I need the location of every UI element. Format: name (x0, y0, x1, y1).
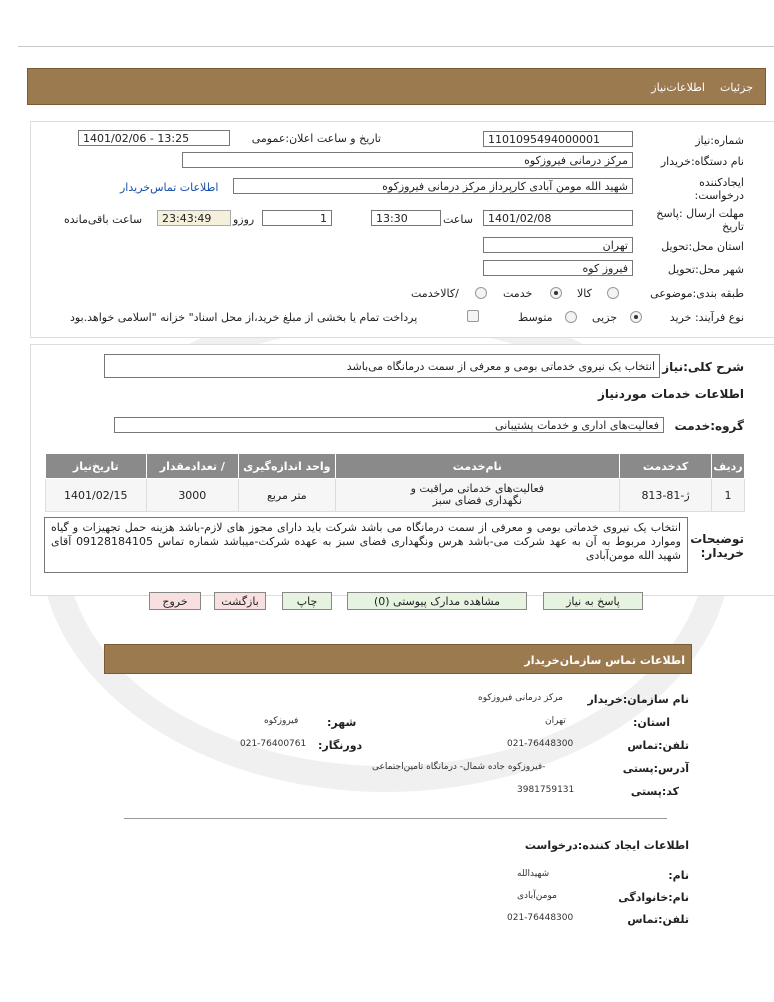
buyer-contact-link[interactable]: اطلاعات تماس‌خریدار (120, 181, 219, 194)
contact-fax-label: دورنگار: (318, 739, 363, 752)
tab-need-info[interactable]: اطلاعات‌نیاز (651, 81, 705, 94)
cell-name: فعالیت‌های خدماتی مراقبت و نگهداری فضای سبز (335, 479, 620, 512)
contact-title-bar (104, 644, 692, 674)
process-label: نوع فرآیند: خرید (669, 311, 744, 324)
contact-postal-label: کد:پستی (630, 785, 679, 798)
deadline-date-field: 1401/02/08 (483, 210, 633, 226)
contact-divider (124, 818, 667, 819)
reply-button[interactable]: پاسخ به نیاز (543, 592, 643, 610)
contact-title: اطلاعات تماس سازمان‌خریدار (524, 654, 685, 667)
cell-date: 1401/02/15 (46, 479, 147, 512)
days-label: روزو (233, 213, 255, 226)
contact-phone-label: تلفن:تماس (627, 739, 689, 752)
summary-field: انتخاب یک نیروی خدماتی بومی و معرفی از سمت درمانگاه می‌باشد (104, 354, 660, 378)
contact-fax: 021-76400761 (240, 739, 307, 749)
contact-province: تهران (545, 716, 566, 726)
category-service-label: خدمت (503, 287, 533, 300)
category-service-radio[interactable] (550, 287, 562, 299)
treasury-payment-note: پرداخت تمام یا بخشی از مبلغ خرید،از محل اسناد" خزانه "اسلامی خواهد.بود (70, 311, 418, 324)
category-label: طبقه بندی:موضوعی (650, 287, 744, 300)
province-field: تهران (483, 237, 633, 253)
category-both-label: /کالاخدمت (411, 287, 459, 300)
group-field: فعالیت‌های اداری و خدمات پشتیبانی (114, 417, 664, 433)
cell-code: ژ-81-813 (620, 479, 712, 512)
notes-field: انتخاب یک نیروی خدماتی بومی و معرفی از سمت درمانگاه می باشد شرکت باید دارای مجوز های لازم-باشد هزینه حمل تجهیزات و گیاه وموارد مربوط به آن به عهد شرکت می-باشد هرس ونگهداری فضای سبز به عهده شرکت-میباشد شماره تماس 09128184105 آقای شهید الله مومن‌آبادی (44, 517, 688, 573)
col-name: نام‌خدمت (335, 454, 620, 479)
creator-heading: اطلاعات ایجاد کننده:درخواست (524, 839, 689, 852)
notes-label: توضیحات خریدار: (690, 532, 744, 560)
table-header-row (46, 454, 745, 479)
treasury-payment-checkbox[interactable] (467, 310, 479, 322)
col-qty: / تعدادمقدار (146, 454, 239, 479)
tab-details[interactable]: جزئیات (720, 81, 753, 94)
deadline-time-field: 13:30 (371, 210, 441, 226)
announce-label: تاریخ و ساعت اعلان:عمومی (251, 132, 381, 145)
announce-field: 1401/02/06 - 13:25 (78, 130, 230, 146)
services-heading: اطلاعات خدمات موردنیاز (597, 387, 744, 401)
top-divider (18, 46, 774, 47)
print-button[interactable]: چاپ (282, 592, 332, 610)
creator-label: ایجادکننده درخواست: (694, 176, 744, 202)
process-medium-radio[interactable] (565, 311, 577, 323)
city-label: شهر محل:تحویل (667, 263, 744, 276)
cell-row: 1 (712, 479, 745, 512)
contact-city-label: شهر: (327, 716, 357, 729)
contact-phone: 021-76448300 (507, 739, 574, 749)
need-number-field: 1101095494000001 (483, 131, 633, 147)
creator-name: شهیدالله (517, 869, 550, 879)
contact-postal: 3981759131 (517, 785, 575, 795)
col-code: کدخدمت (620, 454, 712, 479)
attachments-button[interactable]: مشاهده مدارک پیوستی (0) (347, 592, 527, 610)
process-small-radio[interactable] (630, 311, 642, 323)
back-button[interactable]: بازگشت (214, 592, 266, 610)
contact-org-label: نام سازمان:خریدار (587, 693, 689, 706)
contact-province-label: استان: (633, 716, 670, 729)
creator-field: شهید الله مومن آبادی کارپرداز مرکز درمانی فیروزکوه (233, 178, 633, 194)
creator-name-label: نام: (668, 869, 689, 882)
exit-button[interactable]: خروج (149, 592, 201, 610)
contact-address: -فیروزکوه جاده شمال- درمانگاه تامین‌اجتماعی (372, 762, 546, 772)
col-row: ردیف (712, 454, 745, 479)
process-medium-label: متوسط (518, 311, 553, 324)
creator-family: مومن‌آبادی (517, 891, 557, 901)
buyer-field: مرکز درمانی فیروزکوه (182, 152, 633, 168)
creator-family-label: نام:خانوادگی (618, 891, 689, 904)
remaining-time: 23:43:49 (157, 210, 231, 226)
need-number-label: شماره:نیاز (695, 134, 744, 147)
contact-city: فیروزکوه (264, 716, 299, 726)
deadline-label: مهلت ارسال :پاسخ تاریخ (656, 207, 744, 233)
summary-label: شرح کلی:نیاز (662, 360, 744, 374)
col-unit: واحد اندازه‌گیری (239, 454, 335, 479)
header-tabs-bar (27, 68, 766, 105)
cell-qty: 3000 (146, 479, 239, 512)
buyer-label: نام دستگاه:خریدار (660, 155, 744, 168)
category-both-radio[interactable] (475, 287, 487, 299)
group-label: گروه:خدمت (674, 419, 744, 433)
process-small-label: جزیی (592, 311, 618, 324)
city-field: فیروز کوه (483, 260, 633, 276)
col-date: تاریخ‌نیاز (46, 454, 147, 479)
deadline-time-label: ساعت (443, 213, 473, 226)
contact-org: مرکز درمانی فیروزکوه (478, 693, 564, 703)
cell-unit: متر مربع (239, 479, 335, 512)
table-row (46, 479, 745, 512)
creator-phone-label: تلفن:تماس (627, 913, 689, 926)
days-field: 1 (262, 210, 332, 226)
creator-phone: 021-76448300 (507, 913, 574, 923)
category-goods-label: کالا (577, 287, 592, 300)
category-goods-radio[interactable] (607, 287, 619, 299)
province-label: استان محل:تحویل (661, 240, 744, 253)
contact-address-label: آدرس:پستی (622, 762, 689, 775)
services-table (45, 453, 745, 512)
remaining-label: ساعت باقی‌مانده (64, 213, 143, 226)
